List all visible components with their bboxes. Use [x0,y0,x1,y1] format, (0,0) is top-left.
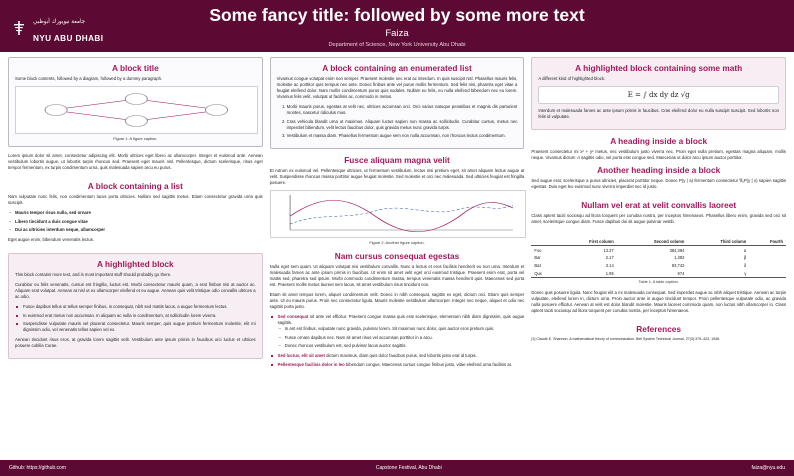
table-header-cell: Fourth [749,237,786,246]
block-paragraph: Et rutrum ex euismod vel. Pellentesque ultricies, ut fermentum vestibulum, lectus nisi pretium eget, sit amet aliquam lectus augue at velit. Suspendisse rhoncus massa porttitor augue feugiat molestie. Sed molestie et orci nec malesuada. Sed ultricies feugiat est fringilla posuere. [269,168,525,185]
logo-arabic-text: جامعة نيويورك أبوظبي [33,19,86,25]
list-item-lead: Pellentesque facilisis dolor in leo [277,361,345,367]
block-paragraph: This block contains more text, and is most important stuff should probably go there. [15,272,172,277]
sub-list-item-label: Fusce ornare dapibus nec. Nam sit amet risus vel accumsan porttitor in a arcu. [284,334,433,340]
table-cell [749,262,786,270]
list-item [278,362,525,368]
block-a-block-title [8,57,263,147]
poster-columns [0,52,794,460]
logo-english-text: NYU ABU DHABI [33,34,104,43]
list-item-lead: Sed luctus, elit sit amet [277,353,325,358]
table-row [531,262,786,270]
list-item [15,210,263,216]
block-paragraph: Nulla eget sem quam. Ut aliquam volutpat nisi vestibulum convallis. Nunc a lectus et eros facilisis hendrerit eu non urna. Interdum et malesuada fames ac ante ipsum primis in faucibus. Ut enim sit amet velit eget orci euismod tristique. Praesent enim erat, porta vel mattis sed, pharetra sed ipsum. Morbi commodo condimentum massa, tempus venenatis massa hendrerit quis. Maecenas sed porta est. Praesent mollis metus laoreet sem lacus, sit amet vestibulum risus tincidunt non. [269,264,525,287]
block-sub-heading: Another heading inside a block [597,165,721,175]
block-nam-cursus-consequat-egestas [270,251,525,372]
figure-2-caption: Figure 2: Another figure caption. [369,240,425,245]
block-paragraph-3: Aenean tincidunt risus eros, at gravida lorem sagittis velit. Vestibulum ante ipsum primis in faucibus orci luctus et ultrices posuere cubilia Curae. [15,337,256,348]
block-paragraph: Some block contents, followed by a diagram, followed by a dummy paragraph. [15,76,163,81]
block-heading: A heading inside a block [610,136,708,146]
list-item [23,321,256,333]
block-heading: Nullam vel erat at velit convallis laoreet [581,200,737,210]
sub-list-item-label: Donec rhoncus vestibulum est, sed pulvinar lacus auctor sagittis. [284,343,407,348]
list-item-label: Fusce dapibus tellus ut tellus semper finibus, in consequat, nibh sed mattis lacus, a augue fermentum lectus. [23,304,228,309]
table-cell: 83,742 [671,263,685,269]
sub-list [278,326,525,349]
paragraph-text: Lorem ipsum dolor sit amet, consectetur adipiscing elit. Morbi ultrices eget libero ac ullamcorper. Integer et euismod ante. Aenean vestibulum lobortis augue, ut lobortis turpis rhoncus sed. Praesent eget mauris nisl. Pellentesque, dictum scelerisque, risus eget tempor fermentum, ex turpis condimentum urna, quis malesuada sapien arcu eu purus. [8,153,263,170]
table-header-cell: Third column [687,237,749,246]
block-paragraph: A different kind of highlighted block. [538,76,606,81]
poster-footer [0,460,794,476]
table-header-cell: First column [558,237,617,246]
page-title: Some fancy title: followed by some more text [209,5,585,25]
author-name: Faiza [385,28,409,39]
logo-text [33,10,103,46]
affiliation: Department of Science, New York University Abu Dhabi [328,42,466,48]
table-cell: Baz [534,263,542,269]
footer-event: Capstone Festival, Abu Dhabi [375,465,442,471]
table-cell: Qux [531,270,557,278]
block-heading: A highlighted block containing some math [575,63,743,73]
block-a-highlighted-block [8,253,263,359]
figure-1-caption: Figure 1: A figure caption. [113,136,158,141]
table-cell: Foo [534,247,542,253]
list-item-label: bibendum congue. Maecenas cursus congue finibus justo, vitae eleifend urna facilisis at. [344,361,513,367]
list-item [278,314,525,349]
table-cell: 1,392 [674,255,685,261]
list-item-label: Suspendisse vulputate mauris vel placerat consectetur. Mauris semper, quis augue pretium fermentum molestie, elit mi dignissim odio, vel venenatis tellus sapien vel ex. [23,321,256,332]
block-paragraph: Donec quis posuere ligula. Nunc feugiat elit a mi malesuada consequat. Sed imperdiet augue ac nibh aliquet tristique. Aenean ac turpis vulputate, eleifend lorem in, dictum urna. Proin auctor ante in augue tincidunt tempor. Proin pellentesque vulputate odio, ac gravida nulla posuere efficitur. Aenean at velit est dolor blandit molestie. Mauris laoreet commodo quam, non luctus nibh ullamcorper in. Class aptent taciti sociosqu ad litora torquent per conubia nostra, per inceptos himenaeos. [531,289,787,313]
table-cell: 974 [617,270,688,278]
block-a-block-containing-a-list [8,181,263,247]
table-cell: β [743,255,747,261]
nyuad-logo [10,10,103,46]
references-heading: References [636,323,682,334]
data-table-block [531,235,786,284]
block-paragraph-2: Eget augue enim, bibendum venenatis lectus. [8,237,95,242]
equation-text: E = ∫ dx dy dz √g [627,91,690,99]
dash-list [8,210,263,233]
poster-header [0,0,794,52]
sub-list-item [285,326,525,332]
column-3 [531,57,786,460]
table-cell [749,270,786,278]
block-lorem-paragraph [8,153,263,175]
sub-list-item [285,343,525,349]
table-caption: Table 1: A table caption. [638,279,679,284]
block-heading: Nam cursus consequat egestas [334,251,460,261]
list-item-label: dictum maximus, diam quis dolor faucibus purus, sed lobortis justo erat id turpis. [324,353,477,358]
data-table [531,237,786,278]
block-heading: A block containing an enumerated list [322,63,472,73]
equation-display [538,86,779,104]
block-paragraph-2: Etiam sit amet tempus lorem, aliquet condimentum velit. Donec in nibh consequat, sagittis ex eget, dictum orci. Etiam quis semper ante. Ut eu mauris purus. Proin nec consectetur ligula. Mauris molestie vestibulum ullamcorper. Integer nec neque, aliquet et odio nec sagittis porta justo. [269,292,525,309]
reference-item: [1] Claude E. Shannon. A mathematical theory of communication. Bell System Technical Journal, 27(3):379–423, 1948. [531,336,721,341]
table-header-cell: Second column [617,237,688,246]
table-cell [749,254,786,262]
list-item [287,104,518,116]
list-item [15,227,263,233]
table-cell: Bar [534,255,541,261]
block-paragraph-2: Sed augue erat, scelerisque a purus ultricies, placerat porttitor neque. Donec P(y | a) fermentum consectetur ∇ᵤP(y | x) sapien sagittis egestas. Duis eget leo euismod nunc viverra imperdiet nec id justo. [531,178,787,189]
list-item [287,133,518,139]
list-item-label: Vestibulum et massa diam. Phasellus fermentum augue sem non nulla accumsan, non rhoncus lectus condimentum. [286,133,506,138]
bullet-list [270,314,525,368]
list-item-label: sit ante vel efficitur. Praesent congue massa quis erat scelerisque, elementum nibh diam dignissim, quis augue sagittis. [277,314,525,325]
block-donec-quis-posuere [531,290,786,318]
table-cell: 384,394 [669,247,685,253]
block-paragraph-2: Interdum et malesuada fames ac ante ipsum primis in faucibus. Cras eleifend dolor eu nulla suscipit suscipit. Sed lobortis non felis id vulputate. [538,108,780,119]
table-cell [749,246,786,254]
torch-icon [10,19,28,37]
list-item [287,119,518,131]
list-item-lead: Sed consequat [277,314,309,319]
footer-github-link[interactable]: Github: https://github.com [9,465,66,471]
table-header-row [531,237,786,246]
table-row [531,270,786,278]
block-paragraph: Vivamus congue volutpat enim non semper. Praesent molestie nec erat ac interdum. In quis suscipit nisl. Phasellus mauris felis, molestie ac porttitor quis tempus nec ante. Donec finibus ante vel purus mollis fermentum. Sed felis nisi, pharetra eget vitae a feugiat eleifend dolor. Nam mollis condimentum purus quis sodales. Nullam eu felis, eu nulla eleifend bibendum nec eu lorem. Vivamus felis velit, volutpat ut facilisis ac, commodo in metus. [276,76,518,99]
figure-1-diagram [15,86,258,134]
block-paragraph: Praesent consectetur mi x² + y² metus, nec vestibulum justo viverra nec. Proin eget nulla pretium, egestas magna aliquam, mollis neque. Vivamus dictum √ι sagittis odio, vel porta erat congue sed. Maecenas ut dolor arcu ipsum auctor porttitor. [531,149,787,160]
list-item-label: Morbi mauris purus, egestas at velit nec, ultrices accumsan orci. Orci varius natoque penatibus et magnis dis parturient montes, nascetur ridiculus mus. [286,104,518,115]
block-heading: Fusce aliquam magna velit [344,155,450,165]
references-block [531,324,786,342]
table-row [531,246,786,254]
sub-list-item [285,335,525,341]
column-2 [270,57,525,460]
bullet-list [15,304,256,333]
block-paragraph: Nam vulputate nunc felis, non condimentum lacus porta ultricies. Nullam sed sagittis metus. Etiam consectetur gravida urna quis suscipit. [8,194,263,205]
list-item-label: Libero tincidunt a duis congue vitae [15,218,88,224]
figure-2-plot [270,190,527,238]
block-heading: A highlighted block [97,259,174,269]
block-enumerated-list [270,57,525,149]
block-paragraph: Class aptent taciti sociosqu ad litora torquent per conubia nostra, per inceptos himenaeos. Phasellus libero enim, gravida sed orci sit amet, scelerisque congue diam. Fusce dapibus dui sit augue pulvinar vestib. [531,213,787,224]
block-highlighted-math [531,57,786,130]
list-item [23,304,256,310]
table-row [531,254,786,262]
list-item [278,353,525,359]
list-item-label: In euismod erat metus non accumsan. In aliquam ac nulla in condimentum, at sollicitudin lorem viverra. [23,312,217,318]
table-cell: 1.95 [558,270,617,278]
list-item [23,313,256,319]
footer-email[interactable]: faiza@nyu.edu [751,465,785,471]
list-item [15,219,263,225]
block-heading: A block containing a list [87,181,183,191]
block-nullam-vel-erat [531,200,786,229]
table-cell: 2.17 [605,255,614,261]
list-item-label: Dui ac ultricies interdum neque, ullamcorper [15,227,105,232]
table-cell: 3.14 [605,263,614,269]
table-cell: δ [743,263,747,269]
list-item-label: Cras vehicula blandit urna ut maximus. Aliquam luctus sapien non massa ac sollicitudin. Curabitur cursus, metus nec imperdiet bibendum, velit lectus faucibus dolor, quis gravida metus nunc gravida turpis. [286,118,518,130]
sub-list-item-label: In ant est finibus, vulputate nunc gravida, pulvinar lorem. Sit maximus nunc dolor, quis auctor eros pretium quis. [284,326,495,331]
block-paragraph-2: Curabitur eu felis venenatis, cursus est fringilla, luctus est. Morbi consectetur mauris quam, a erat finibus nisi at auctor ac. Aliquam erat volutpat. Aenean at nisl ut ex ullamcorper eleifend et eu augue. Aenean quis velit tristique odio convallis ultrices a ac odio. [15,282,256,299]
title-block [209,5,584,48]
block-fusce-aliquam-magna-velit [270,155,525,245]
block-heading: A block title [111,63,159,73]
column-1 [8,57,263,460]
numbered-list [277,104,518,139]
block-a-heading-inside-a-block [531,136,786,194]
table-header-cell [531,237,557,246]
list-item-label: Mauris tempor risus nulla, sed ornare [15,210,91,215]
table-cell: 13.37 [603,247,614,253]
table-cell: γ [687,270,749,278]
table-cell: α [743,247,747,253]
